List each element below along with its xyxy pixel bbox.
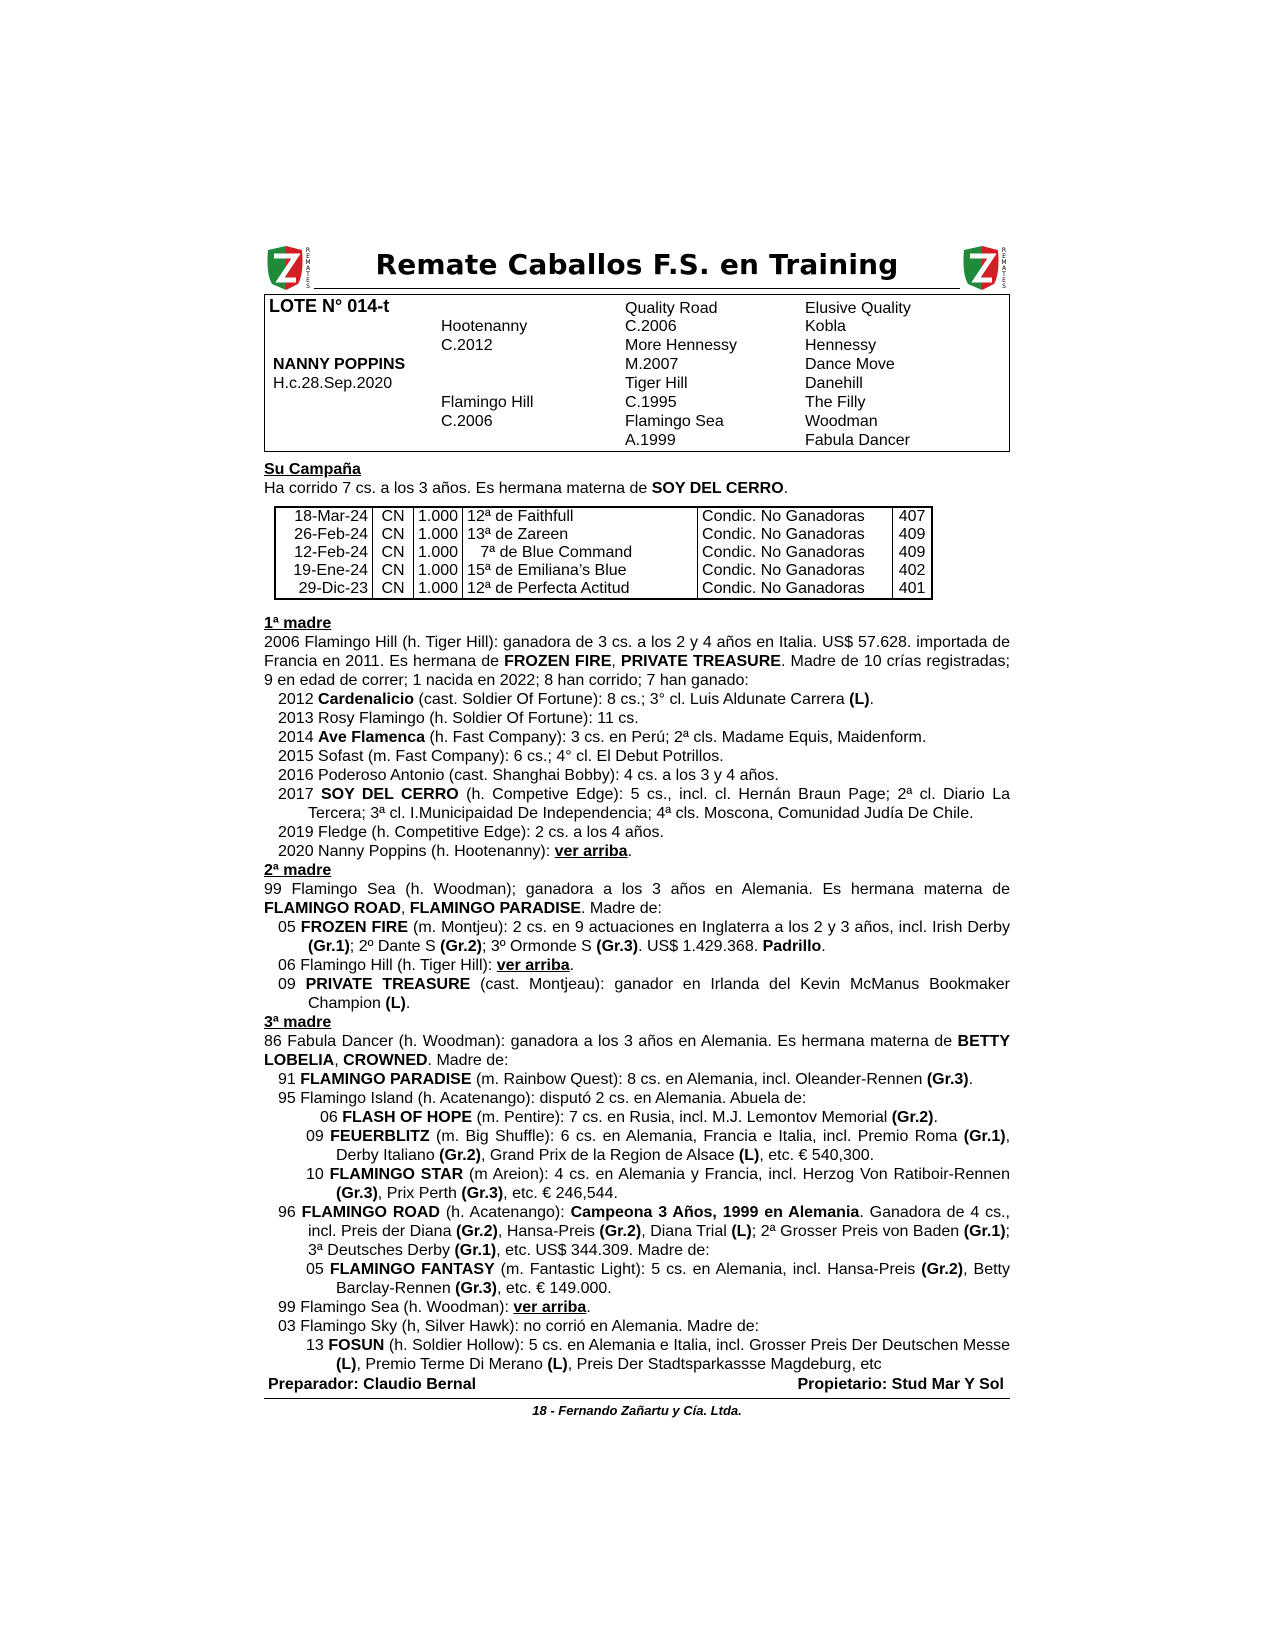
owner: Propietario: Stud Mar Y Sol — [797, 1376, 1004, 1393]
page-header — [264, 244, 1010, 294]
text: . — [869, 691, 874, 708]
text: (m. Pentire): 7 cs. en Rusia, incl. M.J. Lemontov Memorial — [472, 1109, 892, 1126]
table-row — [275, 544, 932, 562]
text: ; 2º Dante S — [349, 938, 441, 955]
text: (Gr.2) — [440, 938, 482, 955]
race-distance: 1.000 — [414, 544, 463, 562]
pedigree-cell: M.2007 — [625, 356, 679, 373]
text: PRIVATE TREASURE — [305, 976, 471, 993]
svg-text:E: E — [306, 277, 310, 284]
text: . Madre de: — [581, 900, 662, 917]
text: 2014 — [278, 729, 319, 746]
table-row — [275, 507, 932, 526]
text: (h. Fast Company): 3 cs. en Perú; 2ª cls. Madame Equis, Maidenform. — [425, 729, 927, 746]
text: (L) — [547, 1356, 568, 1373]
text: FLASH OF HOPE — [342, 1109, 473, 1126]
svg-text:E: E — [1002, 253, 1006, 260]
text: . — [783, 480, 789, 497]
text: , etc. € 540,300. — [759, 1147, 875, 1164]
section-title: 1ª madre — [264, 615, 332, 632]
text: . — [933, 1109, 938, 1126]
race-place: 15ª de Emiliana’s Blue — [463, 562, 698, 580]
list-item: 03 Flamingo Sky (h, Silver Hawk): no corrió en Alemania. Madre de: — [278, 1318, 760, 1335]
list-item — [264, 1203, 1010, 1260]
header-rule — [314, 288, 960, 289]
text: . — [586, 1299, 591, 1316]
race-date: 29-Dic-23 — [275, 580, 373, 599]
section-title: 2ª madre — [264, 862, 332, 879]
text: (Gr.2) — [891, 1109, 934, 1126]
svg-text:M: M — [305, 259, 311, 266]
text: (Gr.3) — [596, 938, 639, 955]
list-item: 2015 Sofast (m. Fast Company): 6 cs.; 4° cl. El Debut Potrillos. — [278, 748, 724, 765]
text: 91 — [278, 1071, 301, 1088]
text: , etc. € 246,544. — [503, 1185, 618, 1202]
pedigree-cell: C.1995 — [625, 394, 677, 411]
text: (Gr.2) — [599, 1223, 642, 1240]
list-item — [264, 728, 1010, 747]
svg-text:T: T — [306, 271, 310, 278]
svg-text:E: E — [306, 253, 310, 260]
race-number: 409 — [893, 544, 933, 562]
text: (h. Competive Edge): 5 cs., incl. cl. Hernán Braun Page; 2ª cl. Diario La Tercera; 3ª cl. I.Municipaidad De Independencia; 4ª cls. Moscona, Comunidad Judía De Chile. — [308, 786, 1011, 822]
race-condition: Condic. No Ganadoras — [698, 544, 893, 562]
text: SOY DEL CERRO — [651, 480, 784, 497]
horse-info: H.c.28.Sep.2020 — [273, 375, 393, 392]
dam-name: Flamingo Hill — [441, 394, 534, 411]
svg-text:S: S — [1002, 283, 1006, 290]
text: (L) — [385, 995, 406, 1012]
text: FLAMINGO PARADISE — [409, 900, 582, 917]
dam-intro — [264, 880, 1010, 918]
race-table — [274, 506, 933, 600]
pedigree-cell: Dance Move — [805, 356, 895, 373]
svg-text:R: R — [305, 247, 311, 254]
campaign-summary — [264, 479, 1010, 498]
pedigree-cell: Elusive Quality — [805, 300, 911, 317]
list-item — [264, 956, 1010, 975]
text: (h. Acatenango): — [439, 1204, 571, 1221]
text: (Gr.1) — [454, 1242, 497, 1259]
text: , Premio Terme Di Merano — [356, 1356, 548, 1373]
second-dam-section — [264, 861, 1010, 1013]
text: 2017 — [278, 786, 321, 803]
race-condition: Condic. No Ganadoras — [698, 580, 893, 599]
trainer: Preparador: Claudio Bernal — [268, 1376, 477, 1393]
page-title: Remate Caballos F.S. en Training — [375, 248, 899, 281]
list-item: 2013 Rosy Flamingo (h. Soldier Of Fortune): 11 cs. — [278, 710, 639, 727]
text: 2012 — [278, 691, 319, 708]
text: FROZEN FIRE — [504, 653, 612, 670]
list-item: 95 Flamingo Island (h. Acatenango): disputó 2 cs. en Alemania. Abuela de: — [278, 1090, 807, 1107]
race-date: 18-Mar-24 — [275, 507, 373, 526]
pedigree-cell: Danehill — [805, 375, 863, 392]
list-item — [264, 1260, 1010, 1298]
section-title: 3ª madre — [264, 1014, 332, 1031]
text: 96 — [278, 1204, 302, 1221]
pedigree-cell: Woodman — [805, 413, 878, 430]
race-distance: 1.000 — [414, 580, 463, 599]
text: (Gr.2) — [921, 1261, 964, 1278]
svg-text:T: T — [1002, 271, 1006, 278]
text: , Diana Trial — [641, 1223, 732, 1240]
text: BETTY LOBELIA — [264, 1033, 1010, 1069]
list-item — [264, 1298, 1010, 1317]
text: ; 3ª Deutsches Derby — [308, 1223, 1010, 1259]
first-dam-section — [264, 614, 1010, 861]
text: (m. Fantastic Light): 5 cs. en Alemania, incl. Hansa-Preis — [494, 1261, 922, 1278]
text: (cast. Soldier Of Fortune): 8 cs.; 3° cl. Luis Aldunate Carrera — [414, 691, 850, 708]
list-item — [264, 918, 1010, 956]
text: (m Areion): 4 cs. en Alemania y Francia, incl. Herzog Von Ratiboir-Rennen — [463, 1166, 1010, 1183]
text: Ave Flamenca — [318, 729, 426, 746]
svg-text:S: S — [306, 283, 310, 290]
third-dam-section — [264, 1013, 1010, 1374]
text: (m. Big Shuffle): 6 cs. en Alemania, Francia e Italia, incl. Premio Roma — [429, 1128, 964, 1145]
list-item — [264, 1127, 1010, 1165]
list-item — [264, 1070, 1010, 1089]
list-item — [264, 1165, 1010, 1203]
text: (Gr.1) — [308, 938, 350, 955]
text: 09 — [278, 976, 306, 993]
text: (Gr.1) — [963, 1223, 1006, 1240]
document-page — [264, 244, 1010, 1418]
text: FLAMINGO ROAD — [301, 1204, 440, 1221]
lote-number: LOTE N° 014-t — [269, 296, 390, 316]
list-item — [264, 975, 1010, 1013]
text: . Madre de: — [427, 1052, 509, 1069]
text: CROWNED — [343, 1052, 428, 1069]
text: , Grand Prix de la Region de Alsace — [480, 1147, 739, 1164]
race-track: CN — [373, 580, 414, 599]
text: ; 3º Ormonde S — [481, 938, 597, 955]
pedigree-cell: Fabula Dancer — [805, 432, 910, 449]
text: . US$ 1.429.368. — [638, 938, 763, 955]
sire-info: C.2012 — [441, 337, 493, 354]
text: . — [405, 995, 411, 1012]
text: . — [968, 1071, 974, 1088]
text: . — [569, 957, 575, 974]
race-place: 12ª de Faithfull — [463, 507, 698, 526]
page-footer: 18 - Fernando Zañartu y Cía. Ltda. — [532, 1403, 742, 1418]
remates-logo — [960, 244, 1010, 292]
pedigree-cell: The Filly — [805, 394, 866, 411]
ver-arriba-link: ver arriba — [496, 957, 570, 974]
dam-intro — [264, 1032, 1010, 1070]
race-date: 12-Feb-24 — [275, 544, 373, 562]
pedigree-cell: Tiger Hill — [625, 375, 688, 392]
ver-arriba-link: ver arriba — [513, 1299, 587, 1316]
text: 86 Fabula Dancer (h. Woodman): ganadora a los 3 años en Alemania. Es hermana materna de — [264, 1033, 958, 1050]
text: , Hansa-Preis — [497, 1223, 600, 1240]
text: (Gr.2) — [456, 1223, 498, 1240]
text: . — [821, 938, 826, 955]
race-number: 407 — [893, 507, 933, 526]
text: FOSUN — [328, 1337, 385, 1354]
race-track: CN — [373, 526, 414, 544]
list-item — [264, 785, 1010, 823]
text: . — [627, 843, 633, 860]
lot-footer — [264, 1374, 1010, 1398]
list-item: 2016 Poderoso Antonio (cast. Shanghai Bobby): 4 cs. a los 3 y 4 años. — [278, 767, 779, 784]
race-distance: 1.000 — [414, 507, 463, 526]
race-place: 7ª de Blue Command — [463, 544, 698, 562]
pedigree-box — [264, 294, 1010, 452]
text: (Gr.2) — [439, 1147, 481, 1164]
text: 2006 Flamingo Hill (h. Tiger Hill): ganadora de 3 cs. a los 2 y 4 años en Italia. US$ 57.628. importada de Francia en 2011. Es hermana de — [264, 634, 1010, 670]
table-row — [275, 526, 932, 544]
text: . Ganadora de 4 cs., incl. Preis der Diana — [308, 1204, 1010, 1240]
dam-info: C.2006 — [441, 413, 493, 430]
text: 05 — [306, 1261, 330, 1278]
section-title: Su Campaña — [264, 461, 361, 478]
text: PRIVATE TREASURE — [620, 653, 781, 670]
text: Ha corrido 7 cs. a los 3 años. Es hermana materna de — [264, 480, 652, 497]
text: (cast. Montjeau): ganador en Irlanda del Kevin McManus Bookmaker Champion — [308, 976, 1010, 1012]
race-track: CN — [373, 544, 414, 562]
list-item — [264, 1108, 1010, 1127]
text: FLAMINGO STAR — [329, 1166, 464, 1183]
table-row — [275, 580, 932, 599]
text: 13 — [306, 1337, 329, 1354]
pedigree-cell: Quality Road — [625, 300, 718, 317]
text: (L) — [738, 1147, 760, 1164]
svg-text:A: A — [305, 265, 311, 272]
pedigree-cell: A.1999 — [625, 432, 676, 449]
text: SOY DEL CERRO — [320, 786, 459, 803]
race-track: CN — [373, 562, 414, 580]
remates-logo — [264, 244, 314, 292]
list-item — [264, 842, 1010, 861]
text: 2020 Nanny Poppins (h. Hootenanny): — [278, 843, 555, 860]
text: FLAMINGO ROAD — [264, 900, 401, 917]
race-condition: Condic. No Ganadoras — [698, 526, 893, 544]
race-number: 402 — [893, 562, 933, 580]
race-date: 19-Ene-24 — [275, 562, 373, 580]
campaign-section — [264, 460, 1010, 600]
race-distance: 1.000 — [414, 526, 463, 544]
text: FLAMINGO FANTASY — [329, 1261, 495, 1278]
text: FLAMINGO PARADISE — [300, 1071, 472, 1088]
pedigree-cell: Flamingo Sea — [625, 413, 724, 430]
text: (L) — [731, 1223, 752, 1240]
text: Cardenalicio — [318, 691, 415, 708]
text: (Gr.3) — [336, 1185, 378, 1202]
race-number: 401 — [893, 580, 933, 599]
text: (Gr.3) — [926, 1071, 969, 1088]
svg-text:R: R — [1001, 247, 1007, 254]
text: 05 — [278, 919, 301, 936]
text: . Madre de 10 crías registradas; 9 en edad de correr; 1 nacida en 2022; 8 han corrido; 7 han ganado: — [264, 653, 1011, 689]
text: (Gr.3) — [461, 1185, 504, 1202]
race-distance: 1.000 — [414, 562, 463, 580]
race-track: CN — [373, 507, 414, 526]
svg-text:M: M — [1001, 259, 1007, 266]
sire-name: Hootenanny — [441, 318, 528, 335]
svg-text:A: A — [1001, 265, 1007, 272]
text: , Prix Perth — [377, 1185, 462, 1202]
footer-rule — [264, 1398, 1010, 1399]
pedigree-cell: C.2006 — [625, 318, 677, 335]
text: (m. Rainbow Quest): 8 cs. en Alemania, incl. Oleander-Rennen — [471, 1071, 927, 1088]
text: 10 — [306, 1166, 330, 1183]
list-item: 2019 Fledge (h. Competitive Edge): 2 cs. a los 4 años. — [278, 824, 664, 841]
pedigree-cell: Hennessy — [805, 337, 877, 354]
list-item — [264, 1336, 1010, 1374]
text: 09 — [306, 1128, 331, 1145]
race-date: 26-Feb-24 — [275, 526, 373, 544]
table-row — [275, 562, 932, 580]
text: FROZEN FIRE — [300, 919, 409, 936]
text: (m. Montjeu): 2 cs. en 9 actuaciones en Inglaterra a los 2 y 3 años, incl. Irish Derby — [408, 919, 1011, 936]
text: Campeona 3 Años, 1999 en Alemania — [570, 1204, 860, 1221]
race-place: 12ª de Perfecta Actitud — [463, 580, 698, 599]
svg-text:E: E — [1002, 277, 1006, 284]
list-item — [264, 690, 1010, 709]
text: (L) — [336, 1356, 357, 1373]
race-condition: Condic. No Ganadoras — [698, 562, 893, 580]
text: 99 Flamingo Sea (h. Woodman): — [278, 1299, 514, 1316]
pedigree-cell: More Hennessy — [625, 337, 738, 354]
text: , Betty Barclay-Rennen — [336, 1261, 1010, 1297]
text: ; 2ª Grosser Preis von Baden — [751, 1223, 964, 1240]
text: FEUERBLITZ — [330, 1128, 430, 1145]
text: (Gr.1) — [963, 1128, 1006, 1145]
race-condition: Condic. No Ganadoras — [698, 507, 893, 526]
dam-intro — [264, 633, 1010, 690]
horse-name: NANNY POPPINS — [273, 356, 406, 373]
text: , — [400, 900, 410, 917]
text: (h. Soldier Hollow): 5 cs. en Alemania e Italia, incl. Grosser Preis Der Deutschen Messe — [384, 1337, 1010, 1354]
text: (Gr.3) — [455, 1280, 497, 1297]
text: , Derby Italiano — [336, 1128, 1011, 1164]
text: 06 Flamingo Hill (h. Tiger Hill): — [278, 957, 497, 974]
text: (L) — [849, 691, 870, 708]
text: 06 — [320, 1109, 343, 1126]
text: , etc. € 149.000. — [496, 1280, 612, 1297]
text: , Preis Der Stadtsparkassse Magdeburg, etc — [567, 1356, 882, 1373]
text: Padrillo — [762, 938, 822, 955]
text: 99 Flamingo Sea (h. Woodman); ganadora a los 3 años en Alemania. Es hermana materna de — [264, 881, 1010, 898]
text: , — [334, 1052, 344, 1069]
pedigree-cell: Kobla — [805, 318, 846, 335]
race-place: 13ª de Zareen — [463, 526, 698, 544]
ver-arriba-link: ver arriba — [554, 843, 628, 860]
text: , etc. US$ 344.309. Madre de: — [496, 1242, 710, 1259]
race-number: 409 — [893, 526, 933, 544]
text: , — [611, 653, 621, 670]
